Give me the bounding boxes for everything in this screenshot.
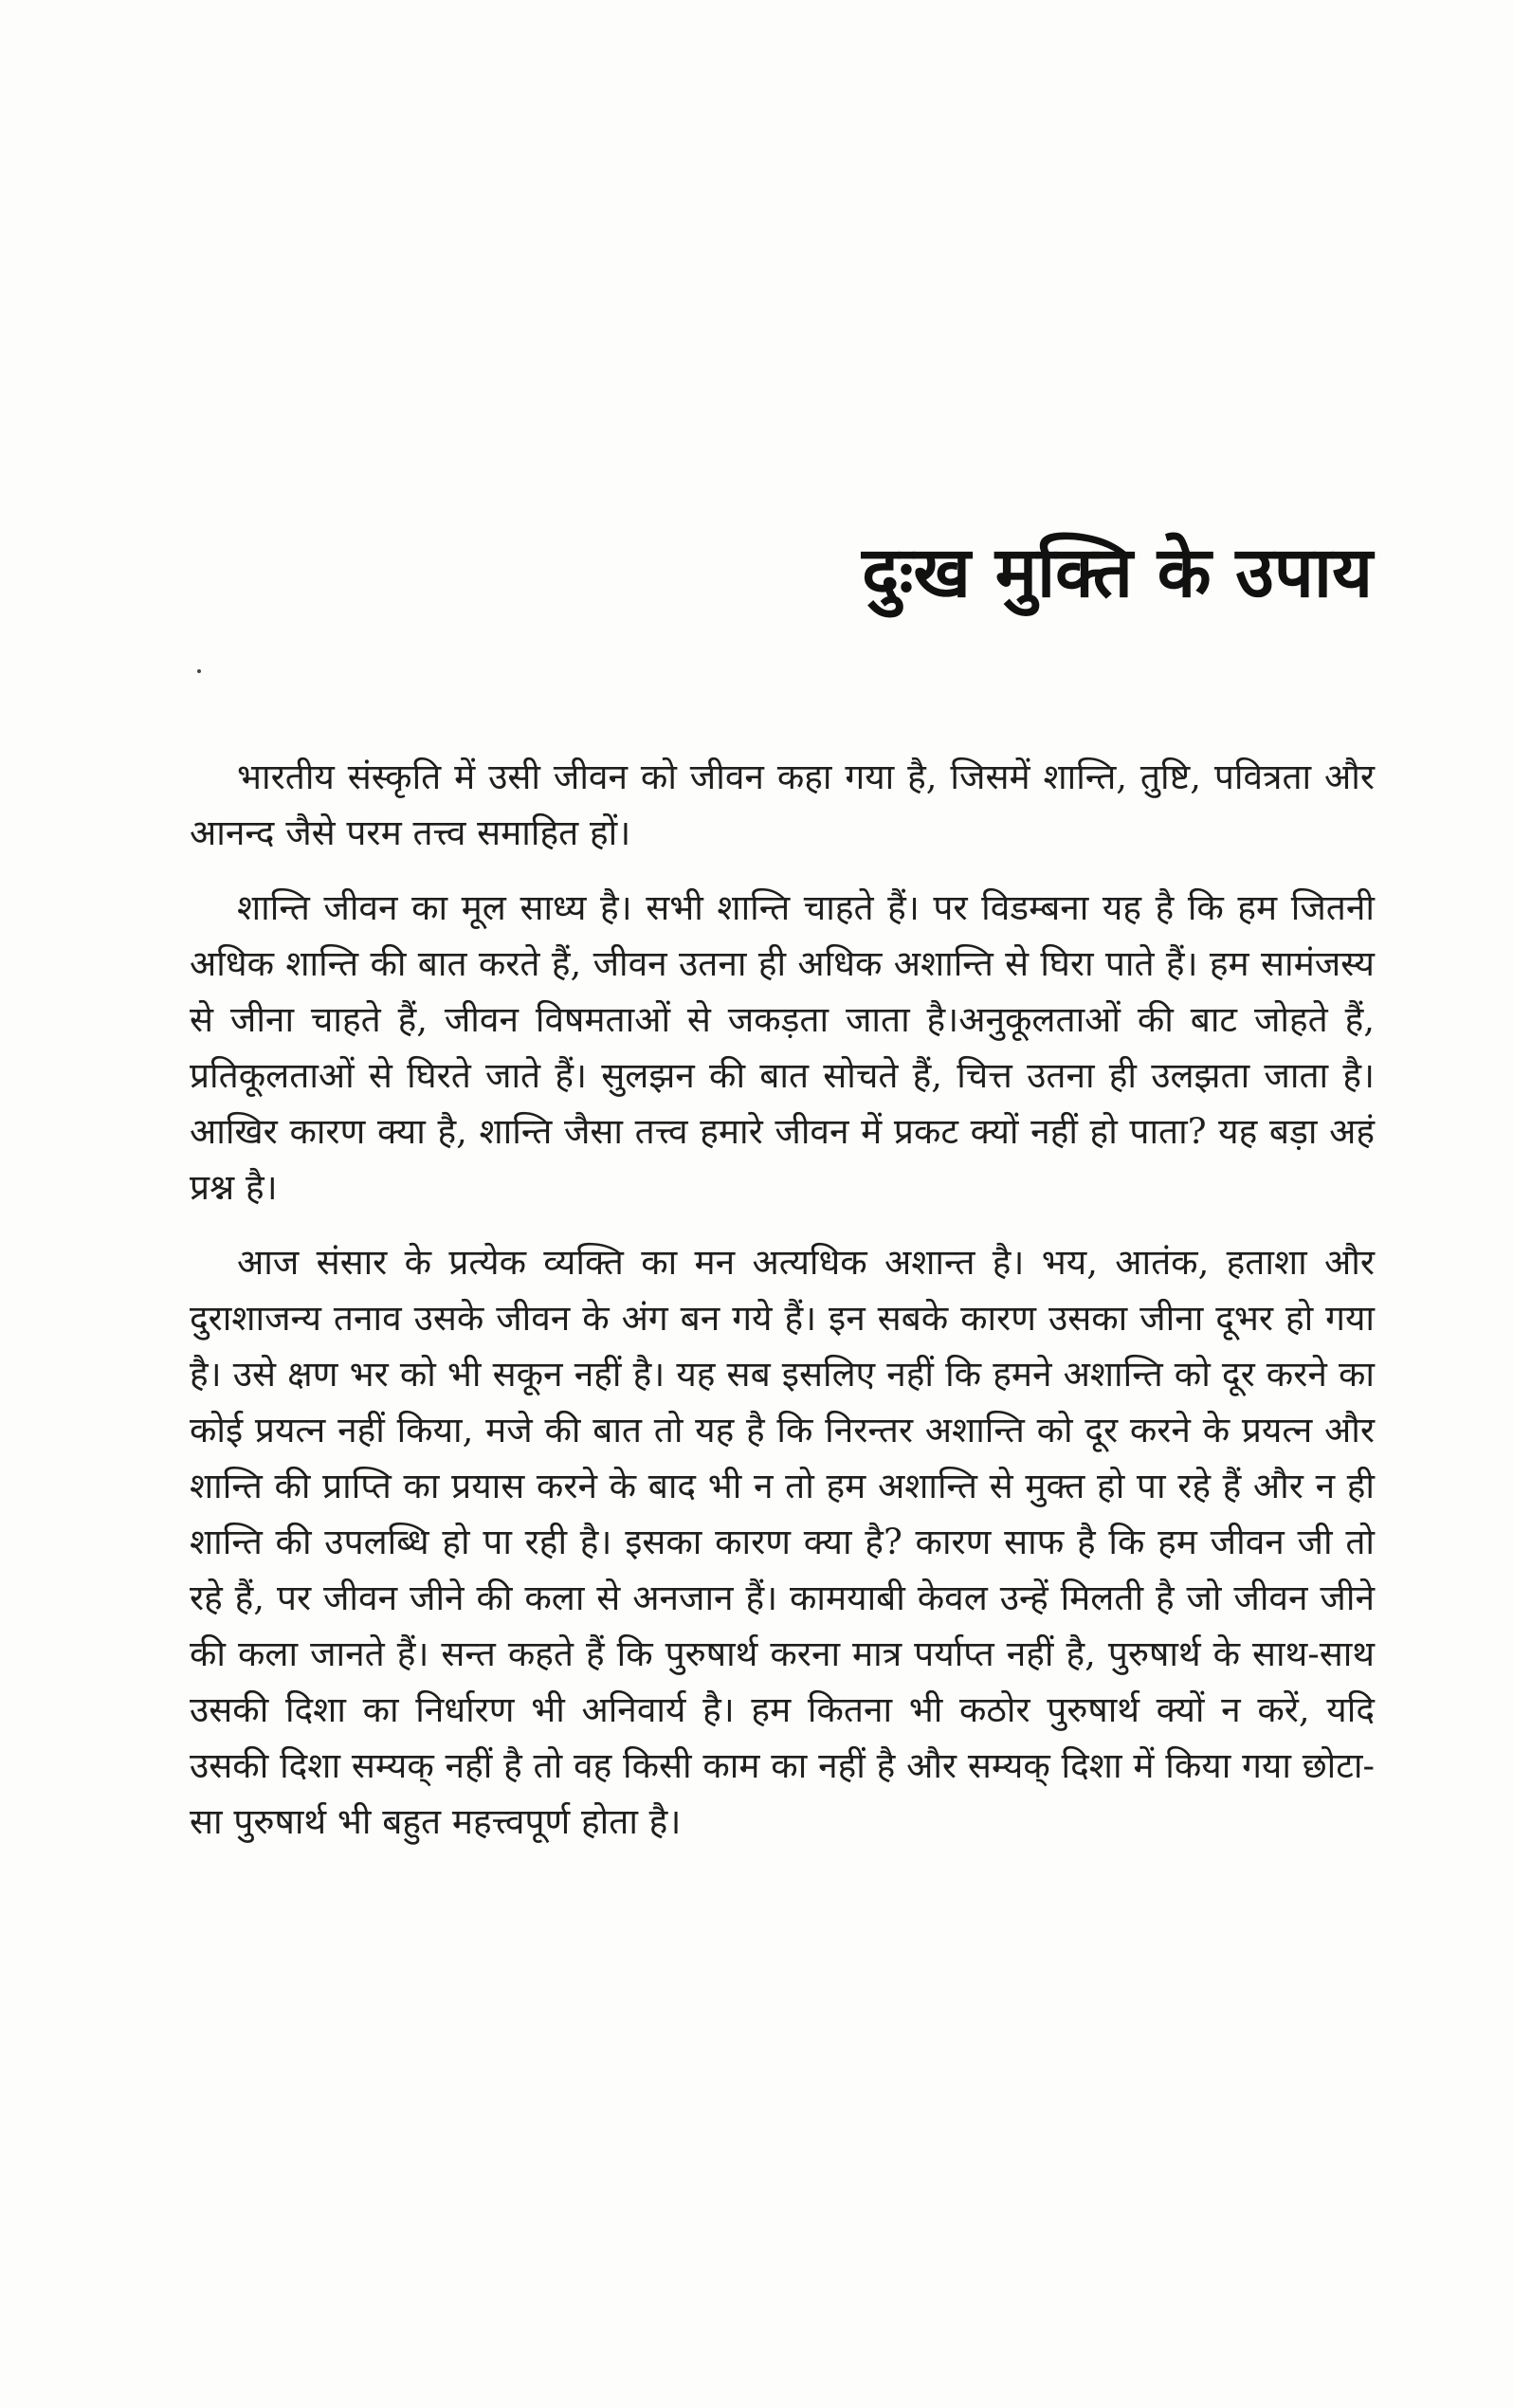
print-speck [197, 669, 201, 673]
body-text [190, 749, 1375, 1869]
paragraph-2: शान्ति जीवन का मूल साध्य है। सभी शान्ति चाहते हैं। पर विडम्बना यह है कि हम जितनी अधिक शान्ति की बात करते हैं, जीवन उतना ही अधिक अशान्ति से घिरा पाते हैं। हम सामंजस्य से जीना चाहते हैं, जीवन विषमताओं से जकड़ता जाता है।अनुकूलताओं की बाट जोहते हैं, प्रतिकूलताओं से घिरते जाते हैं। सुलझन की बात सोचते हैं, चित्त उतना ही उलझता जाता है। आखिर कारण क्या है, शान्ति जैसा तत्त्व हमारे जीवन में प्रकट क्यों नहीं हो पाता? यह बड़ा अहं प्रश्न है। [190, 887, 1375, 1208]
paragraph-1: भारतीय संस्कृति में उसी जीवन को जीवन कहा गया है, जिसमें शान्ति, तुष्टि, पवित्रता और आनन्द जैसे परम तत्त्व समाहित हों। [190, 757, 1375, 853]
chapter-title: दुःख मुक्ति के उपाय [862, 532, 1373, 613]
paragraph-3: आज संसार के प्रत्येक व्यक्ति का मन अत्यधिक अशान्त है। भय, आतंक, हताशा और दुराशाजन्य तनाव उसके जीवन के अंग बन गये हैं। इन सबके कारण उसका जीना दूभर हो गया है। उसे क्षण भर को भी सकून नहीं है। यह सब इसलिए नहीं कि हमने अशान्ति को दूर करने का कोई प्रयत्न नहीं किया, मजे की बात तो यह है कि निरन्तर अशान्ति को दूर करने के प्रयत्न और शान्ति की प्राप्ति का प्रयास करने के बाद भी न तो हम अशान्ति से मुक्त हो पा रहे हैं और न ही शान्ति की उपलब्धि हो पा रही है। इसका कारण क्या है? कारण साफ है कि हम जीवन जी तो रहे हैं, पर जीवन जीने की कला से अनजान हैं। कामयाबी केवल उन्हें मिलती है जो जीवन जीने की कला जानते हैं। सन्त कहते हैं कि पुरुषार्थ करना मात्र पर्याप्त नहीं है, पुरुषार्थ के साथ-साथ उसकी दिशा का निर्धारण भी अनिवार्य है। हम कितना भी कठोर पुरुषार्थ क्यों न करें, यदि उसकी दिशा सम्यक् नहीं है तो वह किसी काम का नहीं है और सम्यक् दिशा में किया गया छोटा-सा पुरुषार्थ भी बहुत महत्त्वपूर्ण होता है। [190, 1242, 1375, 1842]
